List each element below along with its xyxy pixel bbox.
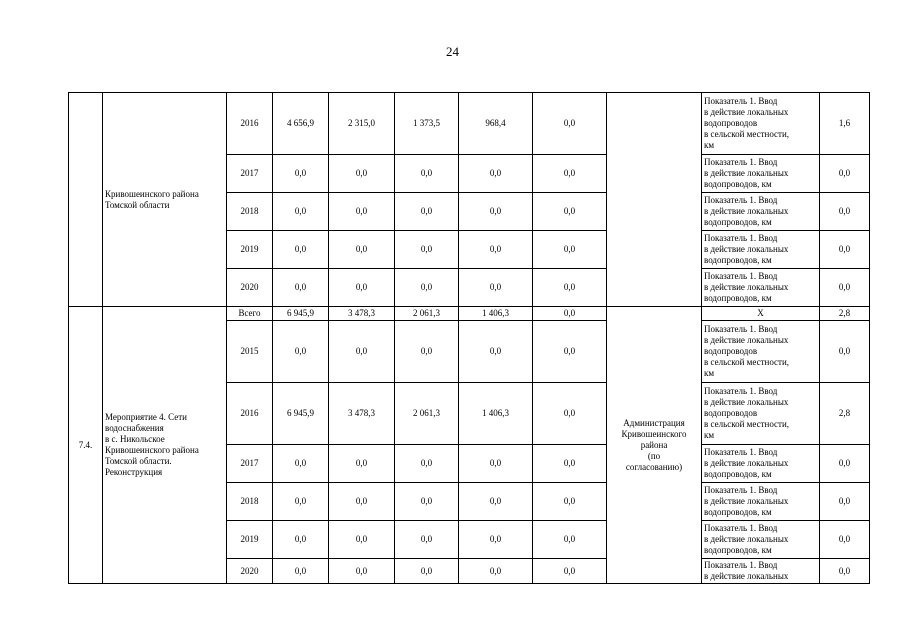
amount-cell: 0,0 — [533, 155, 607, 193]
year-cell: 2020 — [227, 559, 273, 584]
program-measures-table — [68, 92, 870, 584]
amount-cell: 2 315,0 — [329, 93, 395, 155]
indicator-cell: X — [702, 307, 820, 321]
measure-description — [103, 307, 227, 584]
indicator-text: Показатель 1. Ввод в действие локальных водопроводов, км — [704, 485, 789, 517]
indicator-text: Показатель 1. Ввод в действие локальных водопроводов в сельской местности, км — [704, 386, 790, 440]
indicator-text: Показатель 1. Ввод в действие локальных водопроводов, км — [704, 233, 789, 265]
amount-cell: 0,0 — [459, 445, 533, 483]
amount-cell: 3 478,3 — [329, 383, 395, 445]
indicator-text: Показатель 1. Ввод в действие локальных водопроводов, км — [704, 157, 789, 189]
amount-cell: 0,0 — [329, 521, 395, 559]
year-cell: 2016 — [227, 383, 273, 445]
amount-cell: 0,0 — [395, 559, 459, 584]
amount-cell: 0,0 — [533, 93, 607, 155]
amount-cell: 0,0 — [459, 559, 533, 584]
amount-cell: 1 406,3 — [459, 307, 533, 321]
indicator-value: 0,0 — [820, 321, 870, 383]
indicator-value: 2,8 — [820, 307, 870, 321]
indicator-text: Показатель 1. Ввод в действие локальных водопроводов, км — [704, 195, 789, 227]
amount-cell: 0,0 — [395, 231, 459, 269]
amount-cell: 0,0 — [329, 559, 395, 584]
amount-cell: 0,0 — [395, 521, 459, 559]
indicator-value: 0,0 — [820, 521, 870, 559]
year-cell: 2019 — [227, 521, 273, 559]
amount-cell: 0,0 — [273, 231, 329, 269]
amount-cell: 0,0 — [329, 155, 395, 193]
amount-cell: 0,0 — [395, 269, 459, 307]
amount-cell: 6 945,9 — [273, 307, 329, 321]
responsible-cell — [607, 93, 702, 307]
amount-cell: 2 061,3 — [395, 383, 459, 445]
indicator-value: 0,0 — [820, 559, 870, 584]
amount-cell: 0,0 — [459, 269, 533, 307]
page-number: 24 — [446, 44, 459, 59]
amount-cell: 6 945,9 — [273, 383, 329, 445]
amount-cell: 0,0 — [533, 231, 607, 269]
indicator-value: 2,8 — [820, 383, 870, 445]
amount-cell: 1 406,3 — [459, 383, 533, 445]
indicator-cell — [702, 559, 820, 584]
year-cell: 2018 — [227, 193, 273, 231]
year-cell: 2019 — [227, 231, 273, 269]
amount-cell: 4 656,9 — [273, 93, 329, 155]
amount-cell: 1 373,5 — [395, 93, 459, 155]
indicator-value: 0,0 — [820, 231, 870, 269]
amount-cell: 0,0 — [533, 559, 607, 584]
indicator-cell — [702, 231, 820, 269]
amount-cell: 0,0 — [459, 521, 533, 559]
amount-cell: 968,4 — [459, 93, 533, 155]
indicator-value: 0,0 — [820, 155, 870, 193]
amount-cell: 3 478,3 — [329, 307, 395, 321]
year-cell: 2020 — [227, 269, 273, 307]
table-row — [69, 93, 870, 155]
amount-cell: 0,0 — [273, 269, 329, 307]
responsible-cell — [607, 307, 702, 584]
amount-cell: 0,0 — [395, 321, 459, 383]
amount-cell: 0,0 — [273, 521, 329, 559]
amount-cell: 0,0 — [329, 483, 395, 521]
indicator-cell — [702, 383, 820, 445]
number-cell — [69, 93, 103, 307]
amount-cell: 0,0 — [459, 321, 533, 383]
indicator-cell — [702, 445, 820, 483]
indicator-cell — [702, 321, 820, 383]
description-text: Мероприятие 4. Сети водоснабжения в с. Никольское Кривошеинского района Томской области. Реконструкция — [105, 412, 199, 477]
amount-cell: 0,0 — [533, 307, 607, 321]
amount-cell: 2 061,3 — [395, 307, 459, 321]
amount-cell: 0,0 — [395, 483, 459, 521]
amount-cell: 0,0 — [459, 231, 533, 269]
indicator-cell — [702, 521, 820, 559]
amount-cell: 0,0 — [395, 155, 459, 193]
amount-cell: 0,0 — [533, 193, 607, 231]
amount-cell: 0,0 — [533, 269, 607, 307]
indicator-text: Показатель 1. Ввод в действие локальных водопроводов, км — [704, 447, 789, 479]
amount-cell: 0,0 — [533, 483, 607, 521]
amount-cell: 0,0 — [273, 321, 329, 383]
indicator-value: 0,0 — [820, 445, 870, 483]
amount-cell: 0,0 — [533, 445, 607, 483]
indicator-text: Показатель 1. Ввод в действие локальных водопроводов в сельской местности, км — [704, 324, 790, 378]
indicator-cell — [702, 93, 820, 155]
indicator-text: Показатель 1. Ввод в действие локальных водопроводов, км — [704, 271, 789, 303]
indicator-cell — [702, 483, 820, 521]
indicator-value: 0,0 — [820, 483, 870, 521]
amount-cell: 0,0 — [273, 483, 329, 521]
indicator-text: Показатель 1. Ввод в действие локальных — [704, 560, 789, 581]
year-cell: Всего — [227, 307, 273, 321]
amount-cell: 0,0 — [459, 193, 533, 231]
indicator-text: Показатель 1. Ввод в действие локальных водопроводов, км — [704, 523, 789, 555]
amount-cell: 0,0 — [273, 445, 329, 483]
year-cell: 2018 — [227, 483, 273, 521]
amount-cell: 0,0 — [459, 155, 533, 193]
table-row — [69, 307, 870, 321]
year-cell: 2015 — [227, 321, 273, 383]
amount-cell: 0,0 — [533, 521, 607, 559]
indicator-value: 0,0 — [820, 193, 870, 231]
amount-cell: 0,0 — [329, 445, 395, 483]
amount-cell: 0,0 — [533, 383, 607, 445]
amount-cell: 0,0 — [329, 193, 395, 231]
year-cell: 2017 — [227, 155, 273, 193]
indicator-cell — [702, 193, 820, 231]
amount-cell: 0,0 — [459, 483, 533, 521]
description-text: Кривошеинского района Томской области — [105, 188, 199, 210]
measure-number: 7.4. — [69, 307, 103, 584]
amount-cell: 0,0 — [395, 445, 459, 483]
indicator-value: 0,0 — [820, 269, 870, 307]
amount-cell: 0,0 — [329, 321, 395, 383]
indicator-cell — [702, 155, 820, 193]
indicator-text: Показатель 1. Ввод в действие локальных водопроводов в сельской местности, км — [704, 96, 790, 150]
amount-cell: 0,0 — [273, 193, 329, 231]
year-cell: 2017 — [227, 445, 273, 483]
amount-cell: 0,0 — [533, 321, 607, 383]
year-cell: 2016 — [227, 93, 273, 155]
amount-cell: 0,0 — [329, 231, 395, 269]
measure-description — [103, 93, 227, 307]
amount-cell: 0,0 — [273, 155, 329, 193]
responsible-text: Администрация Кривошеинского района (по согласованию) — [621, 417, 687, 472]
amount-cell: 0,0 — [273, 559, 329, 584]
amount-cell: 0,0 — [395, 193, 459, 231]
indicator-cell — [702, 269, 820, 307]
indicator-value: 1,6 — [820, 93, 870, 155]
amount-cell: 0,0 — [329, 269, 395, 307]
